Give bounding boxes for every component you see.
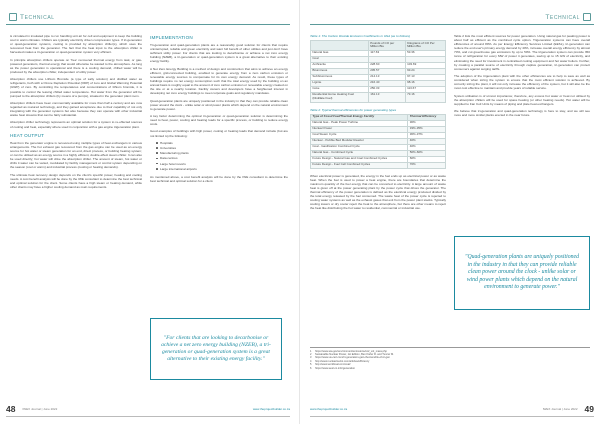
heat-output-heading: HEAT OUTPUT xyxy=(10,132,45,138)
reference-notes xyxy=(310,347,590,370)
paragraph: Absorption chiller technology represents an optimal solution for a system to re-effected sources of cooling and heat, especially where used in conjunction with a gas engine trigeneration plant. xyxy=(10,120,142,129)
table-cell: 97.13 xyxy=(405,74,445,80)
table-cell: 113.67 xyxy=(405,86,445,92)
table-header: Thermal Efficiency xyxy=(408,114,446,120)
table-cell: 30% xyxy=(408,120,446,126)
thermal-efficiency-table xyxy=(310,114,446,169)
table-cell: 117.63 xyxy=(368,50,405,56)
publication-name: IWEX Journal | June 2022 xyxy=(542,407,578,411)
paragraph: System utilisation is of utmost importance; therefore, any excess hot water or heat not utilised by the absorption chillers will be used for space heating (or other heating needs). Hot water will be supplied to Fan Coil Units by means of piping and plate heat exchangers. xyxy=(454,93,590,106)
table-header: Kilograms of CO Per Million Btu xyxy=(405,41,445,51)
table-cell: 228.60 xyxy=(368,62,405,68)
table-cell: Coal xyxy=(311,56,369,62)
building-types-list xyxy=(156,141,288,171)
table-cell: 60% xyxy=(408,156,446,162)
paragraph: A key factor determining the optimal tri-generation or quad-generation solution is determining the need to heat, power, cooling and heating loads for a specific process, or building to reduce energy costs. xyxy=(150,113,288,127)
table-cell: 70% xyxy=(408,162,446,168)
pull-quote: "Quad-generation plants are uniquely positioned in the industry in that they can provide reliable clean power around the clock - unlike solar or wind power plants which depend on the natural environment to generate power." xyxy=(465,254,579,291)
table-cell: 161.13 xyxy=(368,92,405,102)
table-header: Pounds of CO per Million Btu xyxy=(368,41,405,51)
note-item: 3 https://www.us-cert.com/tri-generation-gain-the-benefits-of-tri-gen xyxy=(310,356,390,360)
right-page xyxy=(300,0,600,424)
table-row xyxy=(311,92,446,102)
note-item: 1 https://www.eia.gov/environment/emissions/co2_vol_mass.php xyxy=(310,349,387,353)
left-column-2 xyxy=(150,34,288,186)
table-cell: 40% xyxy=(408,138,446,144)
table-cell: Anthracite xyxy=(311,62,369,68)
paragraph: The adoption of the trigeneration plant with the other efficiencies are to help to save as well as considered when sizing the system to ensure that the most efficient solution is achieved. By correctly sizing the plant, it will not only increase the efficiency of the system, but it will also be the most cost effective to maintain and provide years of reliable service. xyxy=(454,74,590,91)
note-item: 6 https://www.eesl.co.in/trigeneration xyxy=(310,366,356,370)
right-column-2 xyxy=(454,34,590,120)
note-text[interactable]: https://www.eia.gov/environment/emissions/co2_vol_mass.php xyxy=(315,349,387,353)
table-cell: Subbituminous xyxy=(311,74,369,80)
table-cell: 36%-37% xyxy=(408,132,446,138)
note-text[interactable]: https://www.eesl.co.in/trigeneration xyxy=(315,366,356,370)
implementation-heading: IMPLEMENTATION xyxy=(150,35,193,40)
section-square-icon xyxy=(583,13,591,21)
table-cell: 250.33 xyxy=(368,86,405,92)
note-text[interactable]: Sustainable Nuclear Power, 1st Edition, Ben Kiefer R. and Tuncer M. xyxy=(315,352,394,356)
website-link[interactable]: www.theprojectbuilder.co.za xyxy=(252,407,290,411)
website-link[interactable]: www.theprojectbuilder.co.za xyxy=(310,407,348,411)
paragraph: is circulated in insulated pipe to run handling unit air for cell and equipment to keep the building cool in warm climates. Chillers are typically electricity driven compression types. If tri-generation or quad-generation systems, cooling is provided by absorption chiller(s), which uses the recovered heat from the generator. The fact that the heat input to the absorption chiller is harvested makes a tri-generation or quad-generation system very efficient. xyxy=(10,34,142,55)
table-cell: 103.69 xyxy=(405,62,445,68)
page-number: 48 xyxy=(6,404,16,414)
table-cell: Natural Gas xyxy=(311,50,369,56)
table-header xyxy=(311,41,369,51)
table-1-caption: Table 1: The Carbon Dioxide Emission Coefficients in USA (as to follows) xyxy=(310,34,411,38)
left-section-label: Technical xyxy=(20,13,55,21)
table-cell: 214.13 xyxy=(368,74,405,80)
table-cell: Coke xyxy=(311,86,369,92)
paragraph: We believe that tri-generation and quad-generation technology is here to stay, and we will see more and more similar plants erected in the near future. xyxy=(454,109,590,118)
left-header xyxy=(6,10,55,24)
footer-rule xyxy=(6,416,290,417)
table-cell: Future Design - Natural Gas and Coal Combined Cycles xyxy=(311,156,408,162)
table-cell: Natural Gas - Peak Power Turbine xyxy=(311,120,408,126)
paragraph: As mentioned above, a cost benefit analysis will be done by the IWE consultant to determine the best technical and optimal solution for a client. xyxy=(150,174,288,183)
paragraph: When electrical power is generated, the energy in the fuel ends up as electrical power or as waste heat. When the fuel is used to power a heat engine, there are boundaries that determine the maximum quantity of the fuel energy that can be converted to electricity. A large amount of waste heat is given off at the power generating plant by the power cycle that drives the generator. The thermal efficiency of the power generation is defined as the electrical energy produced divided by the total energy released by the fuel consumed. The waste heat of the power cycle is rejected to cooling water systems as well as the exhaust gases that exit from the power plant stacks. Typically cooling towers or dry cooler reject the heat to the atmosphere, but there are other means to reject the heat like distributing the hot water to residential, commercial or industrial use. xyxy=(310,173,446,211)
table-cell: 73.16 xyxy=(405,92,445,102)
table-cell: 53.36 xyxy=(405,50,445,56)
paragraph: Heat from the generator engine is recovered using multiple types of heat exchangers in various arrangements. The hot exhaust gas recovered from the gas engine can be used as an energy source for hot water or steam generation for an end, direct process, or building heating system; or can be utilised as an energy source in a highly efficient, double-effect steam chiller. It can also be used directly; hot water will drive the absorption chiller. The amount of steam, hot water or chills it water can be varied, modulated by facility management or control system depending on the season (cool or warm) and industrial process (cooling or heating demands). xyxy=(10,140,142,170)
paragraph: Absorption chillers have been commercially available for more than half a century and are now regarded as matured technology, and they gained acceptance due to their capability of not only integrating with the generator systems but also because they can operate with other industrial waste heat streams that can be fairly substantial. xyxy=(10,100,142,118)
note-text[interactable]: http://www.nucleartourist.com/articles/efficiency xyxy=(315,359,370,363)
right-header xyxy=(545,10,594,24)
paragraph: A Net Zero Energy Building is a method of design and construction that aims to achieve an energy efficient, grid-connected building, enabled to generate energy from a zero carbon emission or renewable energy sources to compensate for its own energy demand. As result, these types of buildings require no net energy consumption such that the total energy used by the building on an annual basis is roughly equal to the amount of zero carbon emission or renewable energy created on the site or at a nearby location. Facility owners and developers have a heightened interest in developing net zero energy buildings to meet corporate goals and regulatory mandates. xyxy=(150,66,288,96)
table-cell: 50%-60% xyxy=(408,150,446,156)
paragraph: Good examples of buildings with high power, cooling or heating loads that demand include (but are not limited to) the following: xyxy=(150,129,288,138)
list-item: Data centres xyxy=(156,156,288,160)
table-cell: 216.40 xyxy=(368,80,405,86)
table-cell: 98.16 xyxy=(405,80,445,86)
left-footer xyxy=(2,403,290,415)
page-number: 49 xyxy=(584,404,594,414)
right-section-label: Technical xyxy=(545,13,580,21)
list-item: Universities xyxy=(156,146,288,150)
table-cell: Nuclear Power xyxy=(311,126,408,132)
note-item: 5 http://www.worldcoal.com/coal/ xyxy=(310,363,351,367)
table-cell: 33%-35% xyxy=(408,126,446,132)
table-cell: 93.24 xyxy=(405,68,445,74)
table-cell: Residential Home Heating Fuel (Distillate Fuel) xyxy=(311,92,369,102)
pull-quote-box xyxy=(454,236,590,310)
right-column-1 xyxy=(310,34,446,214)
list-item: Large hotel resorts xyxy=(156,162,288,166)
publication-name: IWEX Journal | June 2022 xyxy=(22,407,58,411)
table-cell: Coal - Gasification Combined Cycle xyxy=(311,144,408,150)
table-row xyxy=(311,162,446,168)
table-cell: 205.57 xyxy=(368,68,405,74)
section-square-icon xyxy=(9,13,17,21)
note-item: 4 http://www.nucleartourist.com/articles/efficiency xyxy=(310,359,370,363)
list-item: Manufacturing plants xyxy=(156,151,288,155)
table-cell: 40% xyxy=(408,144,446,150)
table-cell: Lignite xyxy=(311,80,369,86)
paragraph: Quad-generation plants are uniquely positioned in the industry in that they can provide reliable clean power around the clock - unlike solar or wind power plants which depend on the natural environment to generate power. xyxy=(150,98,288,111)
table-cell: Future Design - Fuel Cell Combined Cycles xyxy=(311,162,408,168)
right-footer xyxy=(310,403,598,415)
table-cell: Natural Gas - Combined Cycle xyxy=(311,150,408,156)
table-cell: Bituminous xyxy=(311,68,369,74)
paragraph: Absorption chillers use Lithium Bromide (a type of salty solution) and distilled water as refrigerants, both with a Ozone Depletion Potential (ODP) of zero and Global Warming Potential (GWP) of zero. By controlling the temperatures and concentrations of lithium bromide, it is possible to control the leaving chilled water temperature. Hot water from the generator will be pumped to the absorption chillers (by means of a pumps), situated in the generator plant room. xyxy=(10,77,142,98)
table-cell: Nuclear - Pebble Bed Modular Reactor xyxy=(311,138,408,144)
pull-quote: "For clients that are looking to decarbonise or achieve a net zero energy building (NZEB), a tri-generation or quad-generation system is a great alternative to their existing energy facility." xyxy=(161,335,271,362)
table-cell: Coal Steam Cycle xyxy=(311,132,408,138)
paragraph: Table 2 lists the most efficient sources for power generation. Using natural gas for peaking power is about half as efficient as the combined cycle option. Trigeneration systems can have overall efficiencies of around 80%. As per Energy Efficiency Services Limited (EESL), tri-generation can reduce the end user's primary energy demand by 40%, increase overall energy efficiency by almost 70%, and cut greenhouse gas emissions by up to 50%. The trigeneration system can provide 350 tonne of refrigeration for every MW of power it generates, saving up to 15 GW of electricity, and eliminating the need for investment in centralised cooling equipment and hot water boilers. Further, by creating a parallel source of electricity through captive generation, tri-generation can protect consumers against surging tariffs. xyxy=(454,34,590,71)
paragraph: Tri-generation and quad-generation plants are a reasonably good solution for clients that require uninterrupted, reliable and green electricity and want full benefit of other utilities and just don't have sufficient utility power. For clients that are looking to decarbonise or achieve a net zero energy building (NZEB), a tri-generation or quad-generation system is a great alternative to their existing energy facility. xyxy=(150,43,288,64)
list-item: Hospitals xyxy=(156,141,288,145)
note-text[interactable]: https://www.us-cert.com/tri-generation-gain-the-benefits-of-tri-gen xyxy=(315,356,390,360)
paragraph: In principle absorption chillers operate on 'free' recovered thermal energy from task, or gas-powered generators, thermal energy that would otherwise be wasted to the atmosphere. As long as the power generation is operational and there is a cooling demand, chilled water will be produced by the absorption chiller, independent of utility power. xyxy=(10,57,142,74)
note-item: 2 Sustainable Nuclear Power, 1st Edition, Ben Kiefer R. and Tuncer M. xyxy=(310,352,394,356)
table-header: Type of Fossil Fuel/Thermal Energy Facility xyxy=(311,114,408,120)
table-2-caption: Table 2: Typical thermal efficiencies for power generating types xyxy=(310,107,397,112)
note-text[interactable]: http://www.worldcoal.com/coal/ xyxy=(315,363,351,367)
header-rule xyxy=(310,24,594,25)
header-rule xyxy=(6,24,290,25)
co2-emission-table xyxy=(310,40,446,102)
pull-quote-box xyxy=(150,318,282,380)
list-item: Large international airports xyxy=(156,167,288,171)
footer-rule xyxy=(310,416,594,417)
paragraph: The ultimate heat recovery design depends on the client's specific power, heating and cooling needs. A cost benefit analysis will be done by the IWE consultant to determine the best technical and optimal solution for the client. Some clients have a high steam or heating demand, while other clients may have a higher cooling demand as main requirements. xyxy=(10,172,142,189)
left-column-1 xyxy=(10,34,142,192)
